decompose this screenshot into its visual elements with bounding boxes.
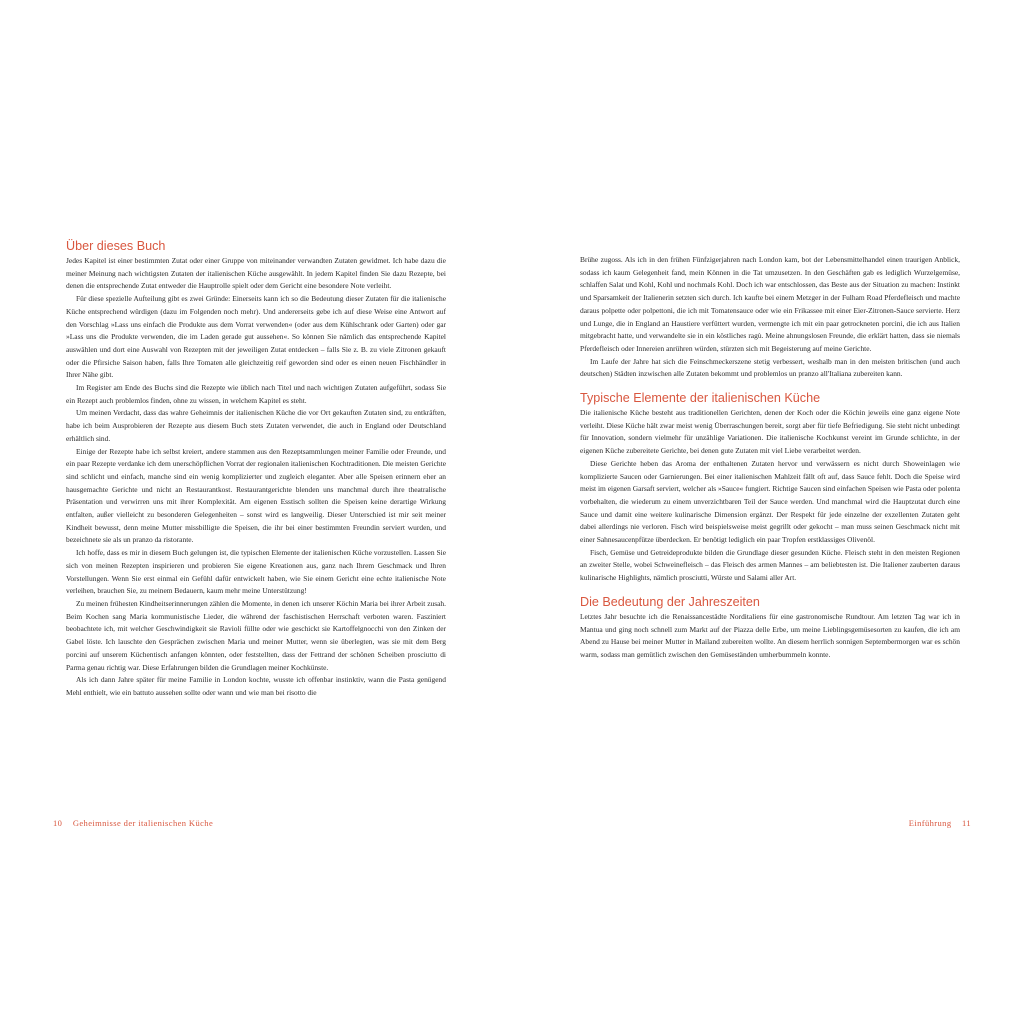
paragraph: Zu meinen frühesten Kindheitserinnerungen zählen die Momente, in denen ich unserer Köchin Maria bei ihrer Arbeit zusah. Beim Kochen sang Maria kommunistische Lieder, die während der faschistischen Herrschaft verboten waren. Fasziniert beobachtete ich, mit welcher Geschwindigkeit sie Ravioli füllte oder wie geschickt sie Kartoffelgnocchi von den Zinken der Gabel löste. Ich lauschte den Gesprächen zwischen Maria und meiner Mutter, wenn sie überlegten, was sie mit dem Berg porcini auf unserem Küchentisch anfangen könnten, oder feststellten, dass der Fettrand der schönen Scheiben prosciutto di Parma genau richtig war. Diese Erfahrungen bilden die Grundlagen meiner Kochkünste. [66, 598, 446, 672]
paragraph: Diese Gerichte heben das Aroma der enthaltenen Zutaten hervor und verwässern es nicht durch Showeinlagen wie komplizierte Saucen oder Garnierungen. Bei einer italienischen Mahlzeit fällt oft auf, dass Sauce fehlt. Doch die Speise wird meist im eigenen Garsaft serviert, welcher als »Sauce« fungiert. Richtige Saucen sind einfachen Speisen wie Pasta oder polenta vorbehalten, die wiederum zu einem unverzichtbaren Teil der Sauce werden. Und manchmal wird die Hauptzutat durch eine Sauce und damit eine weitere kulinarische Dimension ergänzt. Der Respekt für jede einzelne der exzellenten Zutaten geht dabei allerdings nie verloren. Fisch wird beispielsweise meist gegrillt oder gekocht – man muss seinen Geschmack nicht mit einer Sahnesaucenpfütze überdecken. Er benötigt lediglich ein paar Tropfen erstklassiges Olivenöl. [580, 458, 960, 545]
paragraph: Für diese spezielle Aufteilung gibt es zwei Gründe: Einerseits kann ich so die Bedeutung dieser Zutaten für die italienische Küche entsprechend würdigen (dazu im Folgenden noch mehr). Und andererseits gebe ich auf diese Weise eine Antwort auf den Vorschlag »Lass uns einfach die Produkte aus dem Vorrat verwenden« (oder aus dem Kühlschrank oder Garten) oder gar »Lass uns die Produkte verwenden, die im Laden gerade gut aussehen«. So können Sie nämlich das entsprechende Kapitel auswählen und dort eine Auswahl von Rezepten mit der jeweiligen Zutat entdecken – falls Sie z. B. zu viele Zitronen gekauft oder die Pfirsiche Saison haben, falls Ihre Tomaten alle gleichzeitig reif geworden sind oder es einen neuen Fischhändler in Ihrer Nähe gibt. [66, 294, 446, 380]
paragraph: Letztes Jahr besuchte ich die Renaissancestädte Norditaliens für eine gastronomische Rundtour. Am letzten Tag war ich in Mantua und ging noch schnell zum Markt auf der Piazza delle Erbe, um meine Lieblingsgemüsesorten zu kaufen, die ich am Abend zu Hause bei meiner Mutter in Mailand zubereiten wollte. An diesem herrlich sonnigen Septembermorgen war es schön warm, sodass man gemütlich zwischen den Gemüseständen umherbummeln konnte. [580, 611, 960, 659]
footer-right [909, 818, 979, 828]
paragraph: Fisch, Gemüse und Getreideprodukte bilden die Grundlage dieser gesunden Küche. Fleisch steht in den meisten Regionen an zweiter Stelle, wobei Schweinefleisch – das Fleisch des armen Mannes – am beliebtesten ist. Die Italiener zauberten daraus kulinarische Highlights, nämlich prosciutti, Würste und Salami aller Art. [580, 547, 960, 583]
right-page [580, 254, 960, 662]
section-heading-uber-dieses-buch: Über dieses Buch [66, 239, 166, 253]
paragraph: Im Register am Ende des Buchs sind die Rezepte wie üblich nach Titel und nach wichtigen Zutaten aufgeführt, sodass Sie ein Rezept auch problemlos finden, ohne zu wissen, in welchem Kapitel es steht. [66, 383, 446, 405]
page-number-left: 10 [53, 818, 63, 828]
paragraph: Ich hoffe, dass es mir in diesem Buch gelungen ist, die typischen Elemente der italienischen Küche vorzustellen. Lassen Sie sich von meinen Rezepten inspirieren und probieren Sie eigene Kreationen aus, ganz nach Ihrem Geschmack und Ihren Vorstellungen. Wenn Sie erst einmal ein Gefühl dafür entwickelt haben, wie Sie einem Gericht eine echte italienische Note verleihen, brauchen Sie, zu meinem Bedauern, kaum mehr meine Unterstützung! [66, 548, 446, 596]
page-number-right: 11 [962, 818, 971, 828]
running-title-left: Geheimnisse der italienischen Küche [72, 818, 214, 828]
section-heading-jahreszeiten: Die Bedeutung der Jahreszeiten [580, 594, 760, 609]
running-title-right: Einführung [908, 818, 952, 828]
paragraph: Jedes Kapitel ist einer bestimmten Zutat oder einer Gruppe von miteinander verwandten Zutaten gewidmet. Ich habe dazu die meiner Meinung nach wichtigsten Zutaten der italienischen Küche ausgewählt. In jedem Kapitel finden Sie dazu Rezepte, bei denen die entsprechende Zutat entweder die Hauptrolle spielt oder dem Gericht eine besondere Note verleiht. [66, 256, 446, 291]
paragraph: Brühe zugoss. Als ich in den frühen Fünfzigerjahren nach London kam, bot der Lebensmittelhandel einen traurigen Anblick, sodass ich kaum Gelegenheit fand, mein Können in die Tat umzusetzen. In den Geschäften gab es lediglich Wurzelgemüse, schlaffen Salat und Kohl, Kohl und nochmals Kohl. Doch ich war entschlossen, das Beste aus der Situation zu machen: Instinkt und Sparsamkeit der Italienerin setzten sich durch. Ich kaufte bei einem Metzger in der Fulham Road Pferdefleisch und machte daraus polpette oder polpettoni, die ich mit Tomatensauce oder wie ein Frikassee mit einer Eier-Zitronen-Sauce servierte. Herz und Lunge, die in England an Haustiere verfüttert wurden, vermengte ich mit ein paar getrockneten porcini, die ich aus Italien mitgebracht hatte, und verwandelte sie in ein köstliches ragù. Meine ahnungslosen Freunde, die erklärt hatten, dass sie niemals Pferdefleisch oder Innereien anrühren würden, stürzten sich mit Begeisterung auf meine Gerichte. [580, 255, 960, 353]
paragraph: Die italienische Küche besteht aus traditionellen Gerichten, denen der Koch oder die Köchin jeweils eine ganz eigene Note verleiht. Diese Küche hält zwar meist wenig Überraschungen bereit, sorgt aber für tiefe Befriedigung. Sie steht nicht unbedingt für Innovation, sondern vielmehr für unzählige Variationen. Die italienische Kochkunst vereint im Grunde schlichte, in der eigenen Küche zubereitete Gerichte, bei denen gute Zutaten mit viel Liebe verarbeitet werden. [580, 408, 960, 456]
paragraph: Einige der Rezepte habe ich selbst kreiert, andere stammen aus den Rezeptsammlungen meiner Familie oder Freunde, und ein paar Rezepte verdanke ich dem unerschöpflichen Vorrat der regionalen italienischen Kochtraditionen. Die meisten Gerichte sind schlicht und einfach, manche sind ein wenig komplizierter und zugleich eleganter. Aber alle Speisen erinnern eher an hausgemachte Gerichte und nicht an Restaurantkost. Restaurantgerichte blenden uns manchmal durch ihre theatralische Präsentation und verwirren uns mit ihrer Komplexität. Am eigenen Esstisch sollten die Speisen keine derartige Wirkung entfalten, außer vielleicht zu besonderen Gelegenheiten – sonst wird es langweilig. Dieser Unterschied ist mir seit meiner Kindheit bewusst, denn meine Mutter missbilligte die Speisen, die ihr bei einer bestimmten Freundin serviert wurden, und bezeichnete sie als un pranzo da ristorante. [66, 446, 446, 545]
paragraph: Um meinen Verdacht, dass das wahre Geheimnis der italienischen Küche die vor Ort gekauften Zutaten sind, zu entkräften, habe ich beim Ausprobieren der Rezepte aus diesem Buch stets Zutaten verwendet, die auch in England oder Deutschland erhältlich sind. [66, 408, 446, 443]
section-heading-typische-elemente: Typische Elemente der italienischen Küche [580, 391, 821, 406]
left-page [66, 238, 446, 700]
footer-left [45, 818, 213, 828]
paragraph: Im Laufe der Jahre hat sich die Feinschmeckerszene stetig verbessert, weshalb man in den meisten britischen (und auch deutschen) Städten inzwischen alle Zutaten bekommt und problemlos un pranzo all'Italiana zubereiten kann. [580, 356, 960, 379]
paragraph: Als ich dann Jahre später für meine Familie in London kochte, wusste ich offenbar instinktiv, wann die Pasta genügend Mehl enthielt, wie ein battuto aussehen sollte oder wann und wie man bei risotto die [66, 675, 446, 697]
